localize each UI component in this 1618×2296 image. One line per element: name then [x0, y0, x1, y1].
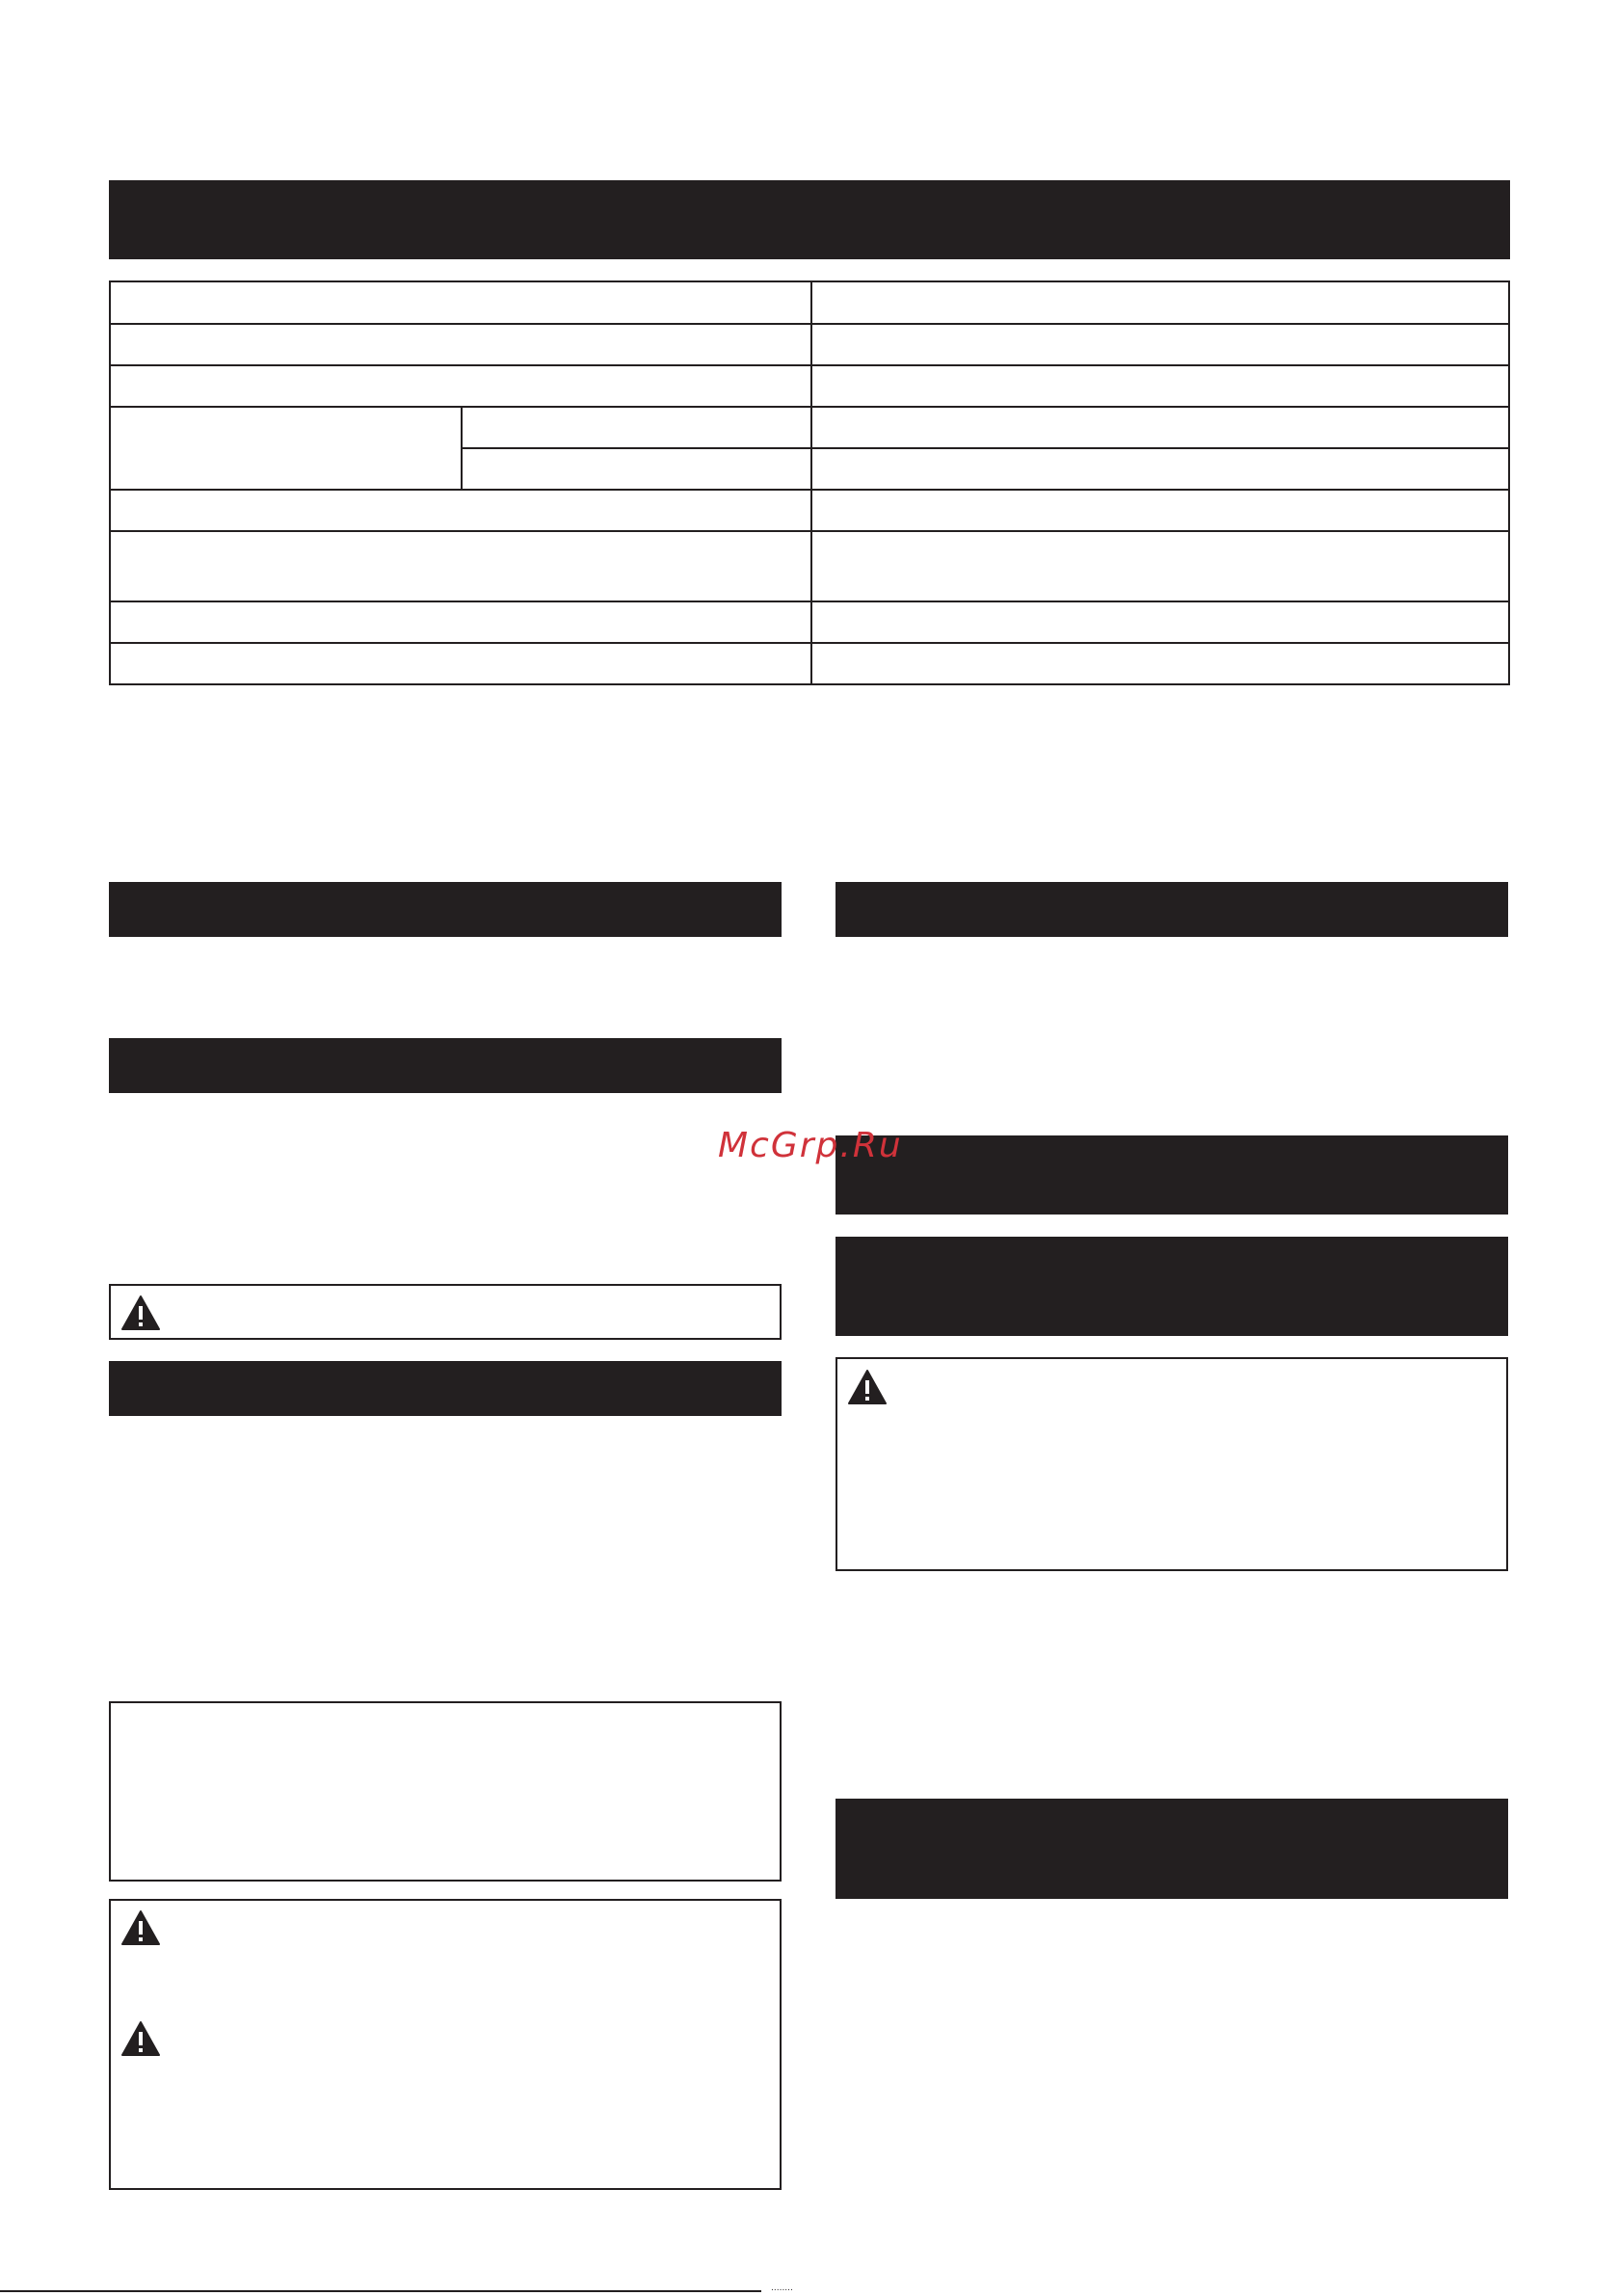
table-column-divider: [461, 406, 463, 489]
table-row-divider: [111, 489, 1508, 491]
warning-triangle-icon: [120, 1909, 161, 1946]
warning-box: [109, 1284, 782, 1340]
table-row-divider: [111, 601, 1508, 602]
note-box: [109, 1701, 782, 1882]
table-row-divider: [111, 406, 1508, 408]
section-header-bar: [109, 882, 782, 937]
warning-box: [109, 1899, 782, 2190]
table-row-divider: [461, 447, 1508, 449]
table-row-divider: [111, 642, 1508, 644]
footer-rule: [0, 2290, 761, 2292]
section-header-bar: [836, 882, 1508, 937]
section-header-bar: [109, 1038, 782, 1093]
section-header-bar: [836, 1135, 1508, 1215]
table-column-divider: [810, 282, 812, 683]
warning-triangle-icon: [847, 1369, 888, 1405]
table-row-divider: [111, 530, 1508, 532]
warning-triangle-icon: [120, 1295, 161, 1331]
section-header-bar: [109, 1361, 782, 1416]
warning-box: [836, 1357, 1508, 1571]
footer-text: ........: [771, 2283, 793, 2293]
section-header-bar: [836, 1799, 1508, 1899]
specifications-table: [109, 280, 1510, 685]
section-header-bar: [836, 1237, 1508, 1336]
table-row-divider: [111, 323, 1508, 325]
specifications-header-bar: [109, 180, 1510, 259]
table-row-divider: [111, 364, 1508, 366]
warning-triangle-icon: [120, 2020, 161, 2057]
watermark-text: McGrp.Ru: [718, 1126, 903, 1165]
